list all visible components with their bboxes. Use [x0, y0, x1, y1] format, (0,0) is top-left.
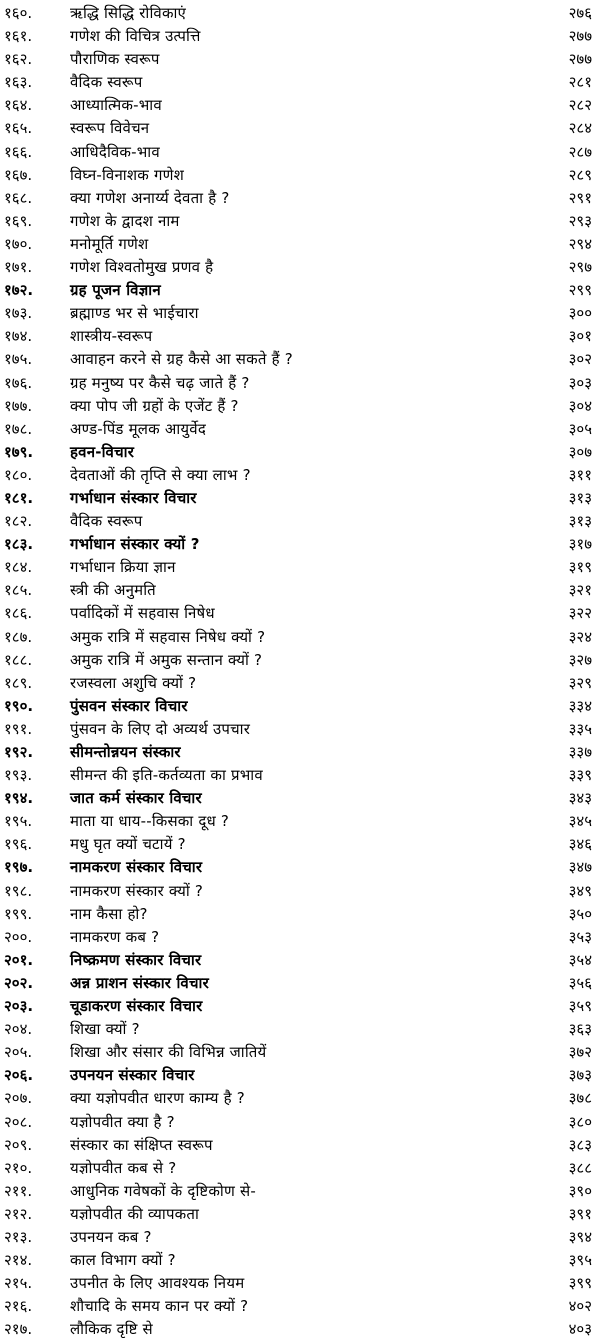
- entry-title: शास्त्रीय-स्वरूप: [70, 327, 153, 346]
- entry-number: १७६.: [4, 373, 33, 392]
- entry-number: २०७.: [4, 1089, 33, 1108]
- toc-entry: [0, 164, 600, 187]
- toc-entry: [0, 1087, 600, 1110]
- toc-entry: [0, 325, 600, 348]
- toc-entry: [0, 533, 600, 556]
- toc-entry: [0, 210, 600, 233]
- entry-page-number: ३१३: [568, 512, 592, 531]
- entry-number: १८७.: [4, 627, 33, 646]
- toc-entry: [0, 48, 600, 71]
- toc-entry: [0, 1157, 600, 1180]
- entry-page-number: ३०२: [568, 350, 592, 369]
- entry-page-number: ३४३: [568, 789, 592, 808]
- toc-entry: [0, 949, 600, 972]
- entry-number: २१०.: [4, 1158, 33, 1177]
- toc-entry: [0, 1111, 600, 1134]
- entry-title: आध्यात्मिक-भाव: [70, 96, 162, 115]
- entry-page-number: २८७: [568, 142, 592, 161]
- entry-title: नामकरण संस्कार क्यों ?: [70, 881, 204, 900]
- entry-number: २११.: [4, 1181, 33, 1200]
- entry-title: ग्रह मनुष्य पर कैसे चढ़ जाते हैं ?: [70, 373, 250, 392]
- entry-title: लौकिक दृष्टि से: [70, 1320, 153, 1339]
- entry-number: १७७.: [4, 396, 33, 415]
- entry-number: २०९.: [4, 1135, 33, 1154]
- entry-number: २०२.: [4, 973, 34, 992]
- entry-title: जात कर्म संस्कार विचार: [70, 789, 202, 808]
- entry-page-number: २७६: [568, 4, 592, 22]
- entry-page-number: ३४९: [568, 881, 592, 900]
- toc-entry: [0, 256, 600, 279]
- entry-title: पर्वादिकों में सहवास निषेध: [70, 604, 215, 623]
- entry-number: १९५.: [4, 812, 33, 831]
- toc-entry: [0, 117, 600, 140]
- entry-title: शौचादि के समय कान पर क्यों ?: [70, 1297, 249, 1316]
- entry-title: शिखा क्यों ?: [70, 1020, 140, 1039]
- entry-page-number: ३००: [568, 304, 592, 323]
- toc-entry: [0, 810, 600, 833]
- entry-number: १९१.: [4, 719, 33, 738]
- entry-number: १८३.: [4, 535, 34, 554]
- entry-number: १७०.: [4, 234, 33, 253]
- entry-title: वैदिक स्वरूप: [70, 512, 143, 531]
- entry-title: सीमन्त की इति-कर्तव्यता का प्रभाव: [70, 766, 263, 785]
- entry-title: क्या यज्ञोपवीत धारण काम्य है ?: [70, 1089, 245, 1108]
- entry-title: आधुनिक गवेषकों के दृष्टिकोण से-: [70, 1181, 256, 1200]
- toc-entry: [0, 602, 600, 625]
- entry-number: १८२.: [4, 512, 33, 531]
- entry-number: १९८.: [4, 881, 33, 900]
- entry-number: १७४.: [4, 327, 33, 346]
- entry-number: १७२.: [4, 281, 34, 300]
- entry-page-number: २८२: [568, 96, 592, 115]
- entry-page-number: ३०४: [568, 396, 592, 415]
- entry-page-number: ३८०: [568, 1112, 592, 1131]
- entry-number: १७९.: [4, 442, 34, 461]
- entry-page-number: २९९: [568, 281, 592, 300]
- entry-number: १९७.: [4, 858, 34, 877]
- entry-title: ब्रह्माण्ड भर से भाईचारा: [70, 304, 199, 323]
- entry-title: मनोमूर्ति गणेश: [70, 234, 149, 253]
- toc-entry: [0, 1134, 600, 1157]
- entry-number: १८१.: [4, 488, 34, 507]
- toc-entry: [0, 672, 600, 695]
- toc-entry: [0, 995, 600, 1018]
- entry-title: गर्भाधान संस्कार क्यों ?: [70, 535, 200, 554]
- entry-page-number: ३३४: [568, 696, 592, 715]
- toc-entry: [0, 1041, 600, 1064]
- entry-number: २१७.: [4, 1320, 33, 1339]
- entry-title: देवताओं की तृप्ति से क्या लाभ ?: [70, 465, 251, 484]
- entry-title: नामकरण कब ?: [70, 927, 160, 946]
- toc-entry: [0, 787, 600, 810]
- toc-entry: [0, 718, 600, 741]
- entry-title: आवाहन करने से ग्रह कैसे आ सकते हैं ?: [70, 350, 293, 369]
- entry-number: १६१.: [4, 27, 33, 46]
- entry-title: गर्भाधान क्रिया ज्ञान: [70, 558, 176, 577]
- entry-title: वैदिक स्वरूप: [70, 73, 143, 92]
- entry-page-number: ३९५: [568, 1251, 592, 1270]
- entry-number: २१३.: [4, 1227, 33, 1246]
- entry-title: विघ्न-विनाशक गणेश: [70, 165, 185, 184]
- entry-page-number: ३२४: [568, 627, 592, 646]
- entry-number: २००.: [4, 927, 33, 946]
- entry-title: स्वरूप विवेचन: [70, 119, 150, 138]
- entry-page-number: ३९१: [568, 1204, 592, 1223]
- entry-title: यज्ञोपवीत कब से ?: [70, 1158, 177, 1177]
- entry-number: १८५.: [4, 581, 33, 600]
- toc-entry: [0, 1249, 600, 1272]
- entry-title: गणेश विश्वतोमुख प्रणव है: [70, 258, 214, 277]
- entry-number: १८८.: [4, 650, 33, 669]
- entry-title: रजस्वला अशुचि क्यों ?: [70, 673, 197, 692]
- entry-page-number: ३११: [568, 465, 592, 484]
- entry-title: उपनयन संस्कार विचार: [70, 1066, 195, 1085]
- entry-title: माता या धाय--किसका दूध ?: [70, 812, 230, 831]
- entry-number: १६३.: [4, 73, 33, 92]
- entry-number: २०१.: [4, 950, 34, 969]
- entry-page-number: २७७: [568, 27, 592, 46]
- entry-title: सीमन्तोन्नयन संस्कार: [70, 743, 181, 761]
- toc-entry: [0, 833, 600, 856]
- entry-page-number: ३३९: [568, 766, 592, 785]
- entry-number: १६७.: [4, 165, 33, 184]
- entry-page-number: ३५९: [568, 997, 592, 1016]
- entry-title: उपनयन कब ?: [70, 1227, 152, 1246]
- entry-title: अण्ड-पिंड मूलक आयुर्वेद: [70, 419, 206, 438]
- entry-number: १६८.: [4, 188, 33, 207]
- toc-entry: [0, 441, 600, 464]
- toc-entry: [0, 1018, 600, 1041]
- entry-number: २१६.: [4, 1297, 33, 1316]
- entry-title: हवन-विचार: [70, 442, 135, 461]
- toc-entry: [0, 302, 600, 325]
- entry-page-number: २९३: [568, 211, 592, 230]
- toc-entry: [0, 94, 600, 117]
- entry-page-number: ३८३: [568, 1135, 592, 1154]
- entry-title: गर्भाधान संस्कार विचार: [70, 488, 197, 507]
- entry-number: १६६.: [4, 142, 33, 161]
- entry-number: १७८.: [4, 419, 33, 438]
- entry-page-number: ३२१: [568, 581, 592, 600]
- entry-title: ग्रह पूजन विज्ञान: [70, 281, 161, 300]
- entry-page-number: ३१७: [568, 535, 592, 554]
- entry-page-number: २९१: [568, 188, 592, 207]
- toc-entry: [0, 71, 600, 94]
- entry-page-number: ३३७: [568, 743, 592, 761]
- toc-entry: [0, 233, 600, 256]
- entry-page-number: ३५०: [568, 904, 592, 923]
- toc-entry: [0, 2, 600, 25]
- entry-title: यज्ञोपवीत क्या है ?: [70, 1112, 175, 1131]
- toc-entry: [0, 741, 600, 764]
- entry-number: १९२.: [4, 743, 34, 761]
- entry-title: गणेश की विचित्र उत्पत्ति: [70, 27, 201, 46]
- toc-entry: [0, 487, 600, 510]
- toc-entry: [0, 880, 600, 903]
- entry-number: २१४.: [4, 1251, 33, 1270]
- entry-number: १८४.: [4, 558, 33, 577]
- entry-page-number: ३५३: [568, 927, 592, 946]
- entry-page-number: ३०१: [568, 327, 592, 346]
- toc-entry: [0, 695, 600, 718]
- toc-entry: [0, 1180, 600, 1203]
- entry-page-number: ३७२: [568, 1043, 592, 1062]
- toc-entry: [0, 279, 600, 302]
- toc-entry: [0, 1203, 600, 1226]
- entry-number: १९९.: [4, 904, 33, 923]
- entry-number: १६४.: [4, 96, 33, 115]
- entry-page-number: ३४७: [568, 858, 592, 877]
- entry-page-number: ३४५: [568, 812, 592, 831]
- entry-number: २०४.: [4, 1020, 33, 1039]
- entry-number: २१५.: [4, 1274, 33, 1293]
- entry-title: क्या गणेश अनार्य्य देवता है ?: [70, 188, 230, 207]
- toc-entry: [0, 418, 600, 441]
- entry-page-number: ३७३: [568, 1066, 592, 1085]
- entry-page-number: ३९०: [568, 1181, 592, 1200]
- entry-number: १६०.: [4, 4, 33, 22]
- toc-entry: [0, 556, 600, 579]
- entry-title: शिखा और संसार की विभिन्न जातियें: [70, 1043, 267, 1062]
- entry-number: १९०.: [4, 696, 34, 715]
- entry-number: १७५.: [4, 350, 33, 369]
- entry-title: स्त्री की अनुमति: [70, 581, 156, 600]
- toc-entry: [0, 1064, 600, 1087]
- entry-title: संस्कार का संक्षिप्त स्वरूप: [70, 1135, 213, 1154]
- toc-entry: [0, 1226, 600, 1249]
- entry-page-number: २७७: [568, 50, 592, 69]
- entry-number: २०६.: [4, 1066, 34, 1085]
- toc-entry: [0, 649, 600, 672]
- toc-entry: [0, 1295, 600, 1318]
- entry-title: निष्क्रमण संस्कार विचार: [70, 950, 202, 969]
- entry-page-number: २९७: [568, 258, 592, 277]
- entry-page-number: ४०३: [568, 1320, 592, 1339]
- entry-page-number: ३४६: [568, 835, 592, 854]
- entry-number: १७३.: [4, 304, 33, 323]
- entry-number: २०५.: [4, 1043, 33, 1062]
- entry-number: १९६.: [4, 835, 33, 854]
- entry-page-number: ३२२: [568, 604, 592, 623]
- entry-page-number: ३२९: [568, 673, 592, 692]
- entry-page-number: २९४: [568, 234, 592, 253]
- entry-title: क्या पोप जी ग्रहों के एजेंट हैं ?: [70, 396, 239, 415]
- entry-title: यज्ञोपवीत की व्यापकता: [70, 1204, 200, 1223]
- toc-entry: [0, 395, 600, 418]
- entry-title: गणेश के द्वादश नाम: [70, 211, 180, 230]
- entry-page-number: ३५६: [568, 973, 592, 992]
- entry-page-number: ३१३: [568, 488, 592, 507]
- toc-entry: [0, 348, 600, 371]
- entry-title: पुंसवन संस्कार विचार: [70, 696, 188, 715]
- toc-entry: [0, 926, 600, 949]
- entry-page-number: ३८८: [568, 1158, 592, 1177]
- toc-entry: [0, 464, 600, 487]
- entry-number: २०८.: [4, 1112, 33, 1131]
- entry-page-number: ३९९: [568, 1274, 592, 1293]
- toc-entry: [0, 372, 600, 395]
- toc-entry: [0, 510, 600, 533]
- entry-number: १७१.: [4, 258, 33, 277]
- entry-number: १६२.: [4, 50, 33, 69]
- entry-page-number: २८४: [568, 119, 592, 138]
- toc-entry: [0, 1272, 600, 1295]
- entry-page-number: ३५४: [568, 950, 592, 969]
- entry-title: अमुक रात्रि में अमुक सन्तान क्यों ?: [70, 650, 263, 669]
- toc-entry: [0, 187, 600, 210]
- entry-page-number: २८९: [568, 165, 592, 184]
- toc-entry: [0, 764, 600, 787]
- entry-title: आधिदैविक-भाव: [70, 142, 160, 161]
- entry-number: २०३.: [4, 997, 34, 1016]
- entry-title: नाम कैसा हो?: [70, 904, 148, 923]
- toc-entry: [0, 1318, 600, 1341]
- entry-title: काल विभाग क्यों ?: [70, 1251, 176, 1270]
- toc-entry: [0, 579, 600, 602]
- entry-number: १९३.: [4, 766, 33, 785]
- entry-title: पौराणिक स्वरूप: [70, 50, 160, 69]
- entry-number: १८०.: [4, 465, 33, 484]
- toc-entry: [0, 25, 600, 48]
- entry-page-number: २८१: [568, 73, 592, 92]
- entry-title: अमुक रात्रि में सहवास निषेध क्यों ?: [70, 627, 266, 646]
- entry-page-number: ३१९: [568, 558, 592, 577]
- entry-page-number: ४०२: [568, 1297, 592, 1316]
- entry-title: चूडाकरण संस्कार विचार: [70, 997, 203, 1016]
- entry-title: उपनीत के लिए आवश्यक नियम: [70, 1274, 245, 1293]
- entry-title: पुंसवन के लिए दो अव्यर्थ उपचार: [70, 719, 251, 738]
- entry-page-number: ३७८: [568, 1089, 592, 1108]
- toc-entry: [0, 141, 600, 164]
- entry-page-number: ३३५: [568, 719, 592, 738]
- entry-page-number: ३०५: [568, 419, 592, 438]
- entry-number: २१२.: [4, 1204, 33, 1223]
- entry-number: १८९.: [4, 673, 33, 692]
- entry-title: मधु घृत क्यों चटायें ?: [70, 835, 186, 854]
- entry-page-number: ३०३: [568, 373, 592, 392]
- entry-title: ऋद्धि सिद्धि रोविकाएं: [70, 4, 187, 22]
- toc-entry: [0, 626, 600, 649]
- toc-entry: [0, 856, 600, 879]
- entry-number: १८६.: [4, 604, 33, 623]
- entry-page-number: ३०७: [568, 442, 592, 461]
- entry-page-number: ३९४: [568, 1227, 592, 1246]
- entry-number: १९४.: [4, 789, 34, 808]
- entry-number: १६९.: [4, 211, 33, 230]
- entry-number: १६५.: [4, 119, 33, 138]
- toc-entry: [0, 903, 600, 926]
- entry-page-number: ३२७: [568, 650, 592, 669]
- entry-page-number: ३६३: [568, 1020, 592, 1039]
- entry-title: नामकरण संस्कार विचार: [70, 858, 203, 877]
- entry-title: अन्न प्राशन संस्कार विचार: [70, 973, 209, 992]
- toc-entry: [0, 972, 600, 995]
